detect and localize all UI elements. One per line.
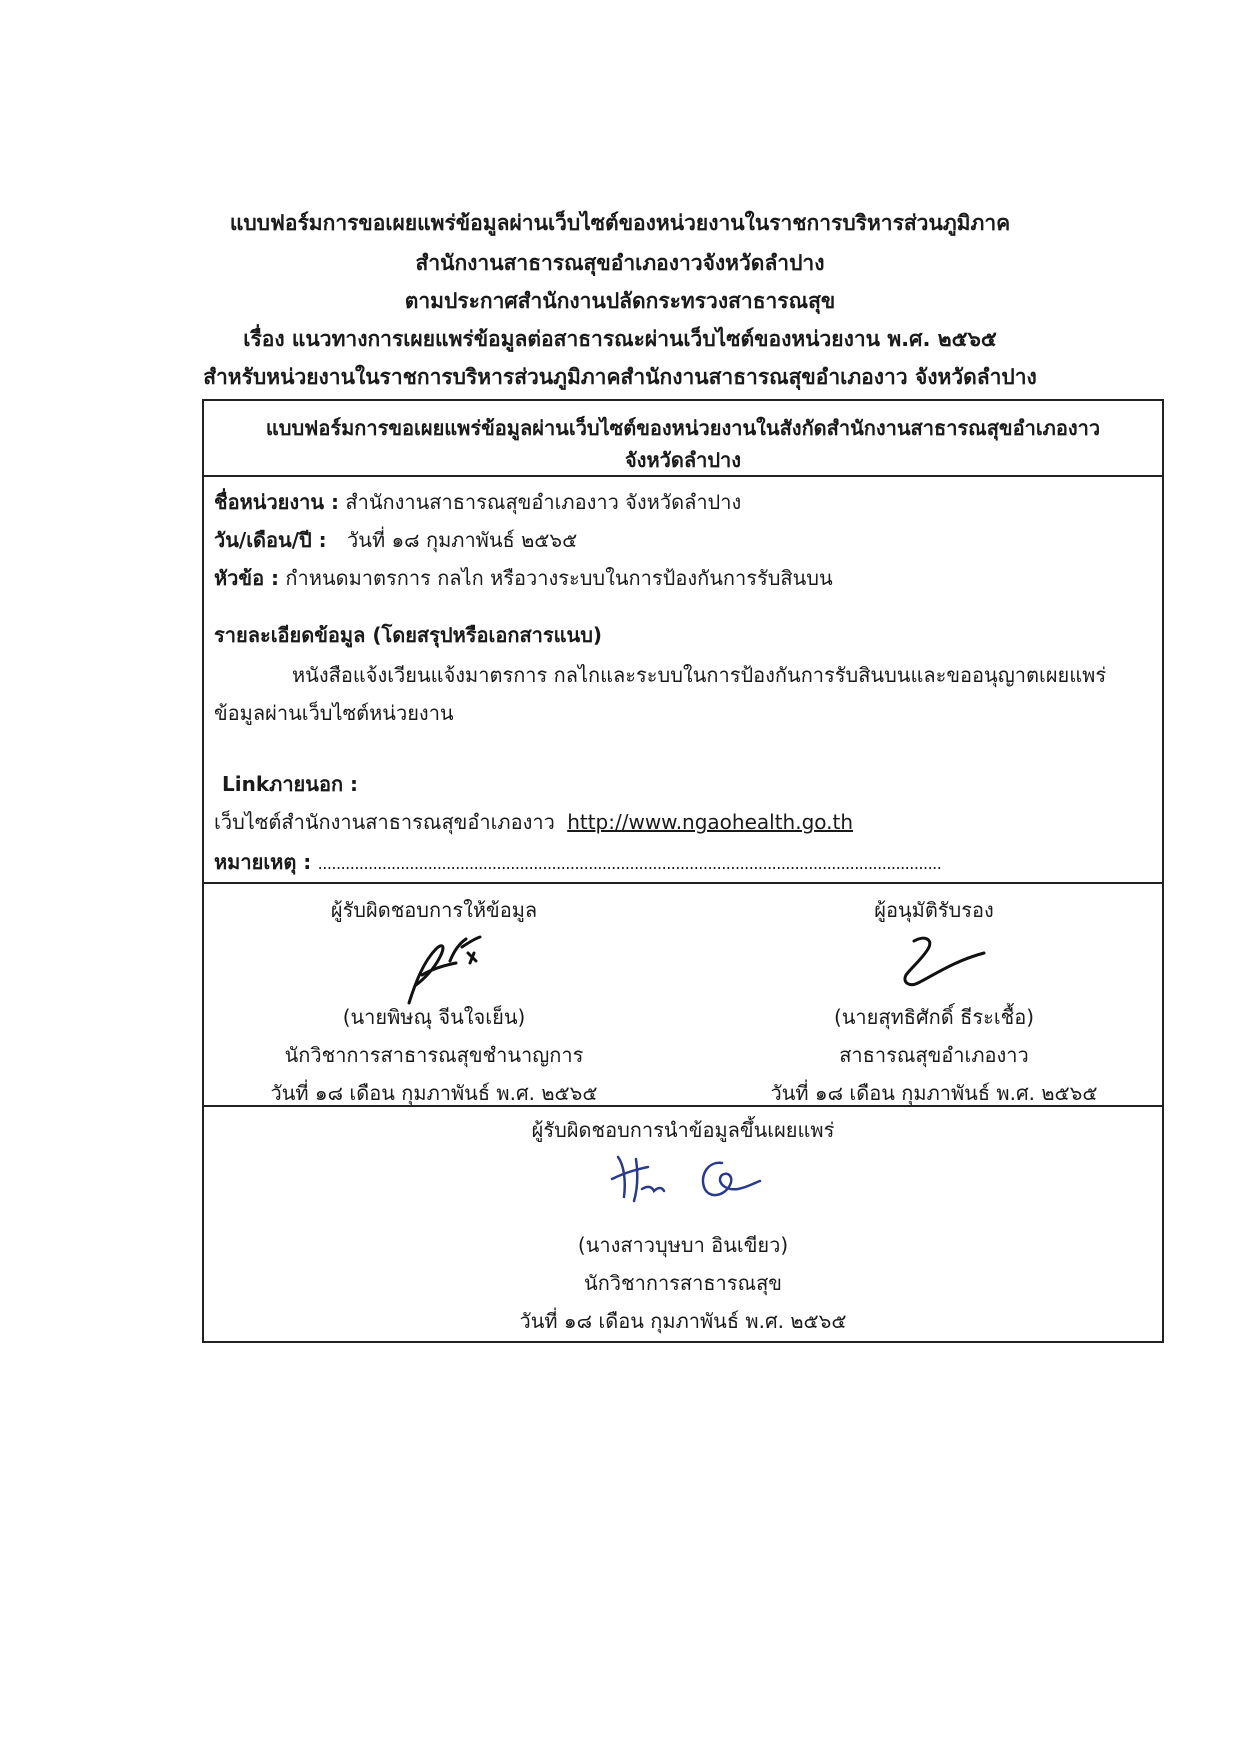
date-label: วัน/เดือน/ปี :	[214, 528, 327, 552]
topic-label: หัวข้อ :	[214, 566, 280, 590]
left-signature-image	[394, 921, 494, 1011]
date-value: วันที่ ๑๘ กุมภาพันธ์ ๒๕๖๕	[347, 528, 578, 552]
left-sign-role: ผู้รับผิดชอบการให้ข้อมูล	[330, 898, 538, 922]
note-value: ........................................................................................................................................	[317, 854, 942, 873]
date-row	[214, 524, 577, 556]
header-line-5: สำหรับหน่วยงานในราชการบริหารส่วนภูมิภาคสำนักงานสาธารณสุขอำเภองาว จังหวัดลำปาง	[203, 365, 1037, 389]
bottom-sign-role: ผู้รับผิดชอบการนำข้อมูลขึ้นเผยแพร่	[531, 1118, 835, 1142]
left-sign-name: (นายพิษณุ จีนใจเย็น)	[342, 1005, 526, 1029]
link-prefix: เว็บไซต์สำนักงานสาธารณสุขอำเภองาว	[214, 810, 555, 834]
header-line-3: ตามประกาศสำนักงานปลัดกระทรวงสาธารณสุข	[404, 289, 836, 313]
link-label: Linkภายนอก :	[222, 772, 359, 796]
right-sign-name: (นายสุทธิศักดิ์ ธีระเชื้อ)	[833, 1005, 1035, 1029]
agency-label: ชื่อหน่วยงาน :	[214, 490, 340, 514]
website-link[interactable]: http://www.ngaohealth.go.th	[567, 810, 854, 834]
form-box	[202, 399, 1164, 1343]
header-line-1: แบบฟอร์มการขอเผยแพร่ข้อมูลผ่านเว็บไซต์ของหน่วยงานในราชการบริหารส่วนภูมิภาค	[229, 211, 1011, 235]
header-line-2: สำนักงานสาธารณสุขอำเภองาวจังหวัดลำปาง	[415, 251, 825, 275]
right-signature-image	[884, 931, 1004, 1001]
bottom-signature-image	[604, 1145, 784, 1215]
left-sign-date: วันที่ ๑๘ เดือน กุมภาพันธ์ พ.ศ. ๒๕๖๕	[270, 1081, 598, 1105]
divider-signatures	[204, 882, 1162, 884]
link-row	[214, 806, 853, 838]
form-title-line-2: จังหวัดลำปาง	[624, 448, 742, 472]
right-sign-position: สาธารณสุขอำเภองาว	[839, 1043, 1029, 1067]
form-title-line-1: แบบฟอร์มการขอเผยแพร่ข้อมูลผ่านเว็บไซต์ของหน่วยงานในสังกัดสำนักงานสาธารณสุขอำเภองาว	[265, 416, 1101, 440]
bottom-sign-date: วันที่ ๑๘ เดือน กุมภาพันธ์ พ.ศ. ๒๕๖๕	[519, 1309, 847, 1333]
note-row	[214, 846, 941, 878]
details-label: รายละเอียดข้อมูล (โดยสรุปหรือเอกสารแนบ)	[214, 623, 603, 647]
agency-value: สำนักงานสาธารณสุขอำเภองาว จังหวัดลำปาง	[345, 490, 742, 514]
agency-row	[214, 486, 741, 518]
right-sign-role: ผู้อนุมัติรับรอง	[874, 898, 994, 922]
note-label: หมายเหตุ :	[214, 850, 312, 874]
topic-value: กำหนดมาตรการ กลไก หรือวางระบบในการป้องกันการรับสินบน	[285, 566, 833, 590]
header-line-4: เรื่อง แนวทางการเผยแพร่ข้อมูลต่อสาธารณะผ่านเว็บไซต์ของหน่วยงาน พ.ศ. ๒๕๖๕	[243, 327, 997, 351]
bottom-sign-position: นักวิชาการสาธารณสุข	[584, 1271, 782, 1295]
bottom-sign-name: (นางสาวบุษบา อินเขียว)	[577, 1233, 789, 1257]
topic-row	[214, 562, 833, 594]
details-line-1: หนังสือแจ้งเวียนแจ้งมาตรการ กลไกและระบบในการป้องกันการรับสินบนและขออนุญาตเผยแพร่	[292, 663, 1107, 687]
left-sign-position: นักวิชาการสาธารณสุขชำนาญการ	[284, 1043, 584, 1067]
right-sign-date: วันที่ ๑๘ เดือน กุมภาพันธ์ พ.ศ. ๒๕๖๕	[770, 1081, 1098, 1105]
details-line-2: ข้อมูลผ่านเว็บไซต์หน่วยงาน	[214, 701, 454, 725]
